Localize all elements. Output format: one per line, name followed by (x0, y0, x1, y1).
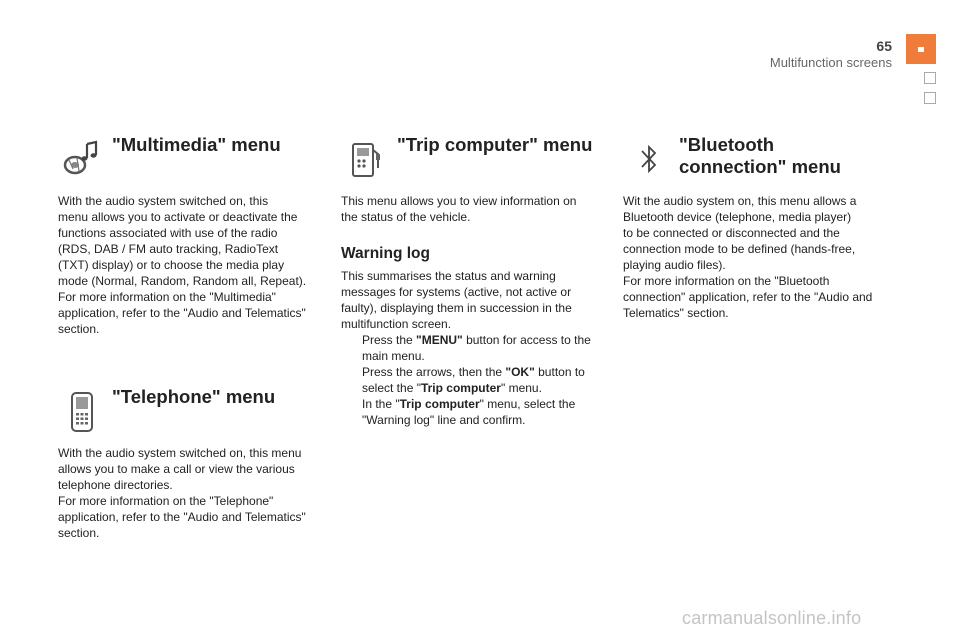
trip-computer-heading: "Trip computer" menu (397, 134, 593, 155)
multimedia-line: (TXT) display) or to choose the media play (58, 258, 285, 272)
section-title: Multifunction screens (769, 55, 892, 70)
step-text: button to (534, 365, 585, 379)
telephone-line: application, refer to the "Audio and Telematics" (58, 510, 306, 524)
step-line (362, 348, 611, 364)
multimedia-line: For more information on the "Multimedia" (58, 290, 276, 304)
bluetooth-heading-line: "Bluetooth (679, 134, 775, 155)
multimedia-line: functions associated with use of the radio (58, 226, 278, 240)
multimedia-heading: "Multimedia" menu (112, 134, 281, 155)
watermark: carmanualsonline.info (682, 608, 862, 628)
telephone-line: allows you to make a call or view the various (58, 462, 295, 476)
bluetooth-line: connection mode to be defined (hands-free, (623, 242, 856, 256)
step-emphasis: Trip computer (420, 381, 501, 395)
telephone-line: section. (58, 526, 100, 540)
telephone-body (58, 445, 328, 541)
bluetooth-heading (679, 134, 841, 178)
multimedia-line: application, refer to the "Audio and Telematics" (58, 306, 306, 320)
mobile-phone-icon (70, 391, 94, 433)
step-line (362, 380, 611, 396)
step-text: In the " (362, 397, 400, 411)
bluetooth-body (623, 193, 898, 321)
music-notes-icon (62, 138, 100, 176)
step-text: select the " (362, 381, 421, 395)
warning-log-step (341, 332, 611, 364)
fuel-pump-icon (351, 142, 381, 178)
step-line (362, 364, 611, 380)
bluetooth-line: to be connected or disconnected and the (623, 226, 840, 240)
step-text: " menu. (500, 381, 542, 395)
step-text: " menu, select the (479, 397, 576, 411)
step-emphasis: "OK" (505, 365, 535, 379)
bluetooth-line: Bluetooth device (telephone, media player) (623, 210, 852, 224)
multimedia-line: mode (Normal, Random, Random all, Repeat). (58, 274, 307, 288)
telephone-line: telephone directories. (58, 478, 173, 492)
step-emphasis: "MENU" (416, 333, 463, 347)
warning-log-body (341, 268, 611, 332)
multimedia-body (58, 193, 328, 337)
step-line (362, 332, 611, 348)
chapter-tab-empty-2[interactable] (924, 92, 936, 104)
bluetooth-heading-line: connection" menu (679, 156, 841, 177)
chapter-tab[interactable] (906, 34, 936, 64)
warning-log-step (341, 396, 611, 428)
step-text: Press the (362, 333, 417, 347)
bluetooth-icon (640, 141, 658, 177)
trip-line: This menu allows you to view information on (341, 194, 577, 208)
step-text: Press the arrows, then the (362, 365, 506, 379)
bluetooth-line: connection" application, refer to the "Audio and (623, 290, 873, 304)
step-text: main menu. (362, 349, 425, 363)
bluetooth-line: Wit the audio system on, this menu allows a (623, 194, 857, 208)
page-number: 65 (876, 38, 892, 54)
telephone-line: With the audio system switched on, this menu (58, 446, 302, 460)
step-text: button for access to the (462, 333, 591, 347)
step-emphasis: Trip computer (399, 397, 480, 411)
multimedia-line: menu allows you to activate or deactivate the (58, 210, 298, 224)
bluetooth-line: For more information on the "Bluetooth (623, 274, 830, 288)
warning-log-heading: Warning log (341, 245, 430, 262)
multimedia-line: section. (58, 322, 100, 336)
step-line (362, 396, 611, 412)
chapter-tab-marker (918, 47, 924, 52)
warning-log-steps (341, 332, 611, 428)
step-text: "Warning log" line and confirm. (362, 413, 526, 427)
bluetooth-line: playing audio files). (623, 258, 726, 272)
trip-computer-body (341, 193, 611, 225)
telephone-heading: "Telephone" menu (112, 386, 276, 407)
trip-line: the status of the vehicle. (341, 210, 471, 224)
multimedia-line: With the audio system switched on, this (58, 194, 269, 208)
warning-log-step (341, 364, 611, 396)
warning-line: multifunction screen. (341, 317, 452, 331)
warning-line: messages for systems (active, not active or (341, 285, 572, 299)
warning-line: faulty), displaying them in succession in the (341, 301, 572, 315)
warning-line: This summarises the status and warning (341, 269, 556, 283)
bluetooth-line: Telematics" section. (623, 306, 729, 320)
multimedia-line: (RDS, DAB / FM auto tracking, RadioText (58, 242, 279, 256)
step-line (362, 412, 611, 428)
chapter-tab-empty-1[interactable] (924, 72, 936, 84)
telephone-line: For more information on the "Telephone" (58, 494, 274, 508)
